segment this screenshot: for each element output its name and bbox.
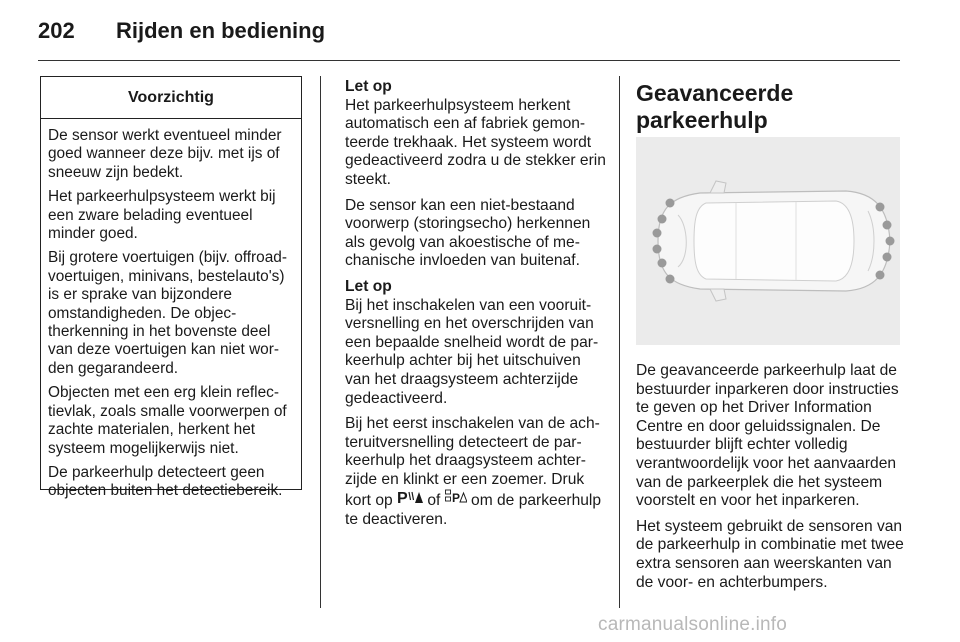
- note-text: Bij het inschakelen van een vooruitversnelling en het overschrijden van een bepaalde snelheid wordt de parkeerhulp achter bij het uitschuiven van het draagsysteem achterzijde gedeactiveerd.: [345, 296, 599, 407]
- page-number: 202: [38, 18, 75, 43]
- car-top-view-icon: [636, 137, 900, 345]
- section-title: Geavanceerde parkeerhulp: [636, 80, 794, 133]
- paragraph: De sensor kan een niet-bestaand voorwerp (storingsecho) herkennen als gevolg van akoestische of mechanische invloeden van buitenaf.: [345, 196, 591, 270]
- caution-paragraph: Het parkeerhulpsysteem werkt bij een zware belading eventueel minder goed.: [48, 188, 276, 243]
- car-sensor-illustration: [636, 137, 900, 345]
- column-3-body: [636, 362, 904, 599]
- paragraph: De geavanceerde parkeerhulp laat de bestuurder inparkeren door instructies te geven op het Driver Information Centre en door geluidssignalen. De bestuurder blijft echter volledig verantwoordelijk voor het aanvaarden van de parkeerplek die het systeem voorstelt en voor het inparkeren.: [636, 362, 899, 510]
- paragraph-text: om de parkeerhulp te deactiveren.: [345, 492, 602, 529]
- paragraph-text: Bij het eerst inschakelen van de achteruitversnelling detecteert de parkeerhulp het draagsysteem achterzijde en klinkt er een zoemer. Druk kort op: [345, 415, 600, 510]
- note-label: Let op: [345, 277, 392, 295]
- header-rule: [38, 60, 900, 61]
- paragraph-text: of: [423, 492, 445, 510]
- caution-paragraph: Bij grotere voertuigen (bijv. offroad-voertuigen, minivans, bestelauto's) is er sprake van bijzondere omstandigheden. De objectherkenning in het bovenste deel van deze voertuigen kan niet worden gegarandeerd.: [48, 249, 287, 377]
- paragraph: Het systeem gebruikt de sensoren van de parkeerhulp in combinatie met twee extra sensoren aan weerskanten van de voor- en achterbumpers.: [636, 517, 904, 591]
- caution-paragraph: De sensor werkt eventueel minder goed wanneer deze bijv. met ijs of sneeuw zijn bedekt.: [48, 127, 282, 181]
- column-2: [345, 78, 607, 537]
- watermark: carmanualsonline.info: [598, 614, 788, 635]
- note-label: Let op: [345, 78, 392, 95]
- caution-body: [41, 119, 301, 501]
- column-divider: [320, 76, 321, 608]
- note-text: Het parkeerhulpsysteem herkent automatisch een af fabriek gemonteerde trekhaak. Het systeem wordt gedeactiveerd zodra u de stekker erin steekt.: [345, 96, 606, 188]
- parking-assist-button-icon: [397, 489, 423, 511]
- caution-paragraph: De parkeerhulp detecteert geen objecten buiten het detectiebereik.: [48, 463, 283, 500]
- caution-box: [40, 76, 302, 500]
- svg-text:P: P: [397, 490, 408, 506]
- column-divider: [619, 76, 620, 608]
- column-3: [636, 80, 902, 134]
- paragraph: [345, 415, 607, 530]
- parking-assist-off-icon: [445, 489, 467, 511]
- caution-title: Voorzichtig: [41, 77, 301, 119]
- caution-paragraph: Objecten met een erg klein reflectievlak, zoals smalle voorwerpen of zachte materialen, herkent het systeem mogelijkerwijs niet.: [48, 384, 287, 457]
- page-header: [38, 18, 325, 44]
- svg-text:P: P: [451, 491, 460, 506]
- page-title: Rijden en bediening: [116, 18, 326, 43]
